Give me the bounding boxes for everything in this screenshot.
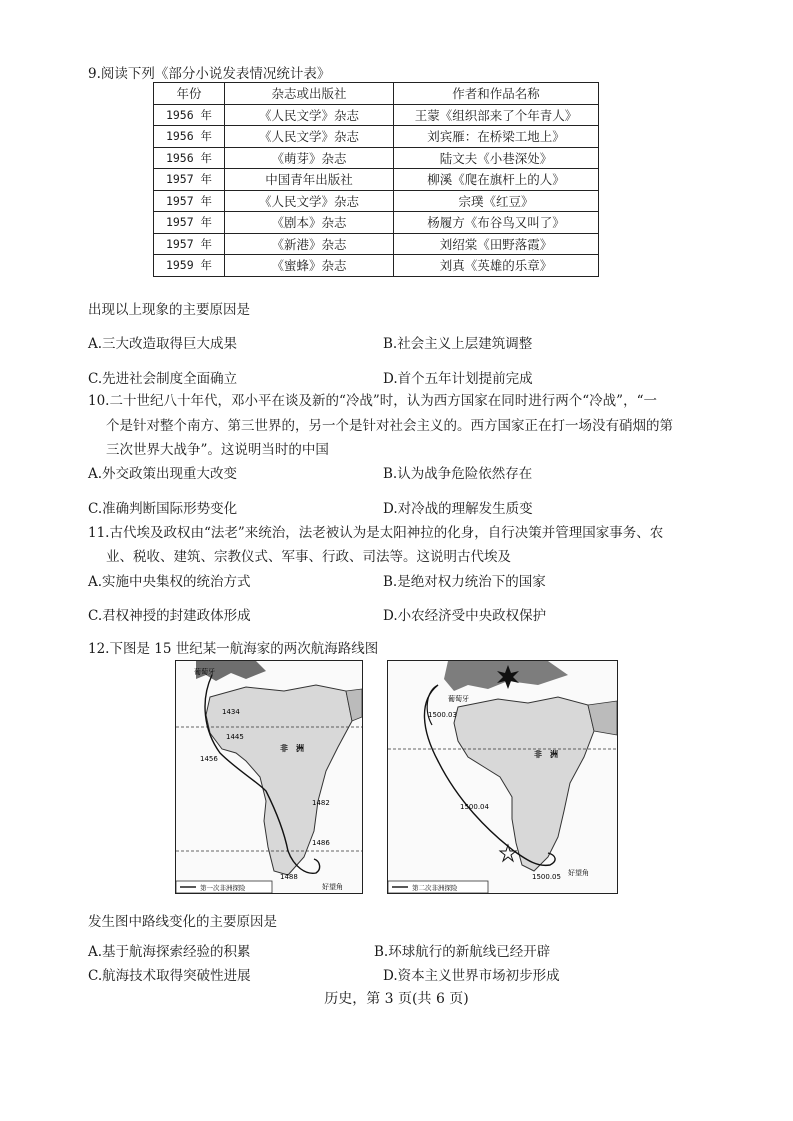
q9-option-c[interactable]: C.先进社会制度全面确立 (88, 371, 238, 387)
first-voyage-map (175, 660, 363, 894)
table-cell-year: 1957 年 (154, 212, 225, 234)
q11-option-b[interactable]: B.是绝对权力统治下的国家 (383, 574, 546, 590)
table-row (154, 104, 599, 126)
table-row (154, 212, 599, 234)
table-cell-work: 刘绍棠《田野落霞》 (394, 233, 599, 255)
table-cell-publisher: 《人民文学》杂志 (225, 190, 394, 212)
table-cell-work: 刘宾雁：在桥梁工地上》 (394, 126, 599, 148)
table-row (154, 233, 599, 255)
table-cell-year: 1957 年 (154, 169, 225, 191)
table-cell-year: 1956 年 (154, 104, 225, 126)
q9-question: 出现以上现象的主要原因是 (88, 302, 250, 318)
table-cell-publisher: 《新港》杂志 (225, 233, 394, 255)
table-cell-publisher: 《剧本》杂志 (225, 212, 394, 234)
table-header: 年份 (154, 83, 225, 105)
table-cell-work: 宗璞《红豆》 (394, 190, 599, 212)
q10-option-c[interactable]: C.准确判断国际形势变化 (88, 501, 238, 517)
table-cell-publisher: 《萌芽》杂志 (225, 147, 394, 169)
map2-label-portugal: 葡萄牙 (448, 695, 469, 703)
map1-label-portugal: 葡萄牙 (194, 668, 215, 676)
table-cell-year: 1957 年 (154, 233, 225, 255)
compass-star-icon (500, 845, 516, 861)
q10-stem-line1: 10.二十世纪八十年代，邓小平在谈及新的“冷战”时，认为西方国家在同时进行两个“冷战”，“一 (88, 393, 657, 409)
map1-label-1445: 1445 (226, 733, 244, 741)
map1-label-1456: 1456 (200, 755, 218, 763)
page-footer: 历史，第 3 页(共 6 页) (324, 991, 469, 1007)
q11-option-d[interactable]: D.小农经济受中央政权保护 (383, 608, 547, 624)
table-row (154, 169, 599, 191)
table-row (154, 190, 599, 212)
q11-option-c[interactable]: C.君权神授的封建政体形成 (88, 608, 251, 624)
q10-option-b[interactable]: B.认为战争危险依然存在 (383, 466, 533, 482)
table-cell-year: 1956 年 (154, 147, 225, 169)
q9-option-b[interactable]: B.社会主义上层建筑调整 (383, 336, 533, 352)
q9-stem: 9.阅读下列《部分小说发表情况统计表》 (88, 66, 331, 82)
map2-label-1500-03: 1500.03 (428, 711, 457, 719)
table-cell-work: 陆文夫《小巷深处》 (394, 147, 599, 169)
table-cell-publisher: 中国青年出版社 (225, 169, 394, 191)
q10-option-d[interactable]: D.对冷战的理解发生质变 (383, 501, 533, 517)
q12-option-d[interactable]: D.资本主义世界市场初步形成 (383, 968, 560, 984)
q11-stem-line2: 业、税收、建筑、宗教仪式、军事、行政、司法等。这说明古代埃及 (106, 549, 511, 565)
table-cell-work: 王蒙《组织部来了个年青人》 (394, 104, 599, 126)
q12-option-c[interactable]: C.航海技术取得突破性进展 (88, 968, 251, 984)
table-cell-publisher: 《人民文学》杂志 (225, 104, 394, 126)
table-cell-work: 刘真《英雄的乐章》 (394, 255, 599, 277)
table-cell-work: 柳溪《爬在旗杆上的人》 (394, 169, 599, 191)
q10-option-a[interactable]: A.外交政策出现重大改变 (88, 466, 238, 482)
q9-option-d[interactable]: D.首个五年计划提前完成 (383, 371, 533, 387)
table-cell-publisher: 《人民文学》杂志 (225, 126, 394, 148)
map2-label-africa: 非 洲 (534, 750, 558, 759)
map1-label-1434: 1434 (222, 708, 240, 716)
second-voyage-map (387, 660, 618, 894)
q11-option-a[interactable]: A.实施中央集权的统治方式 (88, 574, 251, 590)
map1-label-1482: 1482 (312, 799, 330, 807)
table-header: 杂志或出版社 (225, 83, 394, 105)
table-cell-work: 杨履方《布谷鸟又叫了》 (394, 212, 599, 234)
q10-stem-line3: 三次世界大战争”。这说明当时的中国 (106, 442, 329, 458)
table-row (154, 126, 599, 148)
map2-label-1500-04: 1500.04 (460, 803, 489, 811)
table-cell-publisher: 《蜜蜂》杂志 (225, 255, 394, 277)
map1-label-1488: 1488 (280, 873, 298, 881)
q12-stem: 12.下图是 15 世纪某一航海家的两次航海路线图 (88, 641, 379, 657)
q10-stem-line2: 个是针对整个南方、第三世界的，另一个是针对社会主义的。西方国家正在打一场没有硝烟的第 (106, 418, 673, 434)
map2-label-cape: 好望角 (568, 869, 589, 877)
map1-legend: 第一次非洲探险 (200, 884, 246, 892)
table-header-row (154, 83, 599, 105)
table-row (154, 147, 599, 169)
africa-landmass (454, 697, 594, 871)
map1-label-cape: 好望角 (322, 883, 343, 891)
table-row (154, 255, 599, 277)
q9-option-a[interactable]: A.三大改造取得巨大成果 (88, 336, 238, 352)
map2-label-1500-05: 1500.05 (532, 873, 561, 881)
map2-legend: 第二次非洲探险 (412, 884, 458, 892)
novel-stats-table (153, 82, 599, 277)
q12-option-b[interactable]: B.环球航行的新航线已经开辟 (374, 944, 551, 960)
table-cell-year: 1959 年 (154, 255, 225, 277)
table-cell-year: 1957 年 (154, 190, 225, 212)
q11-stem-line1: 11.古代埃及政权由“法老”来统治，法老被认为是太阳神拉的化身，自行决策并管理国家事务、农 (88, 525, 664, 541)
table-header: 作者和作品名称 (394, 83, 599, 105)
q12-option-a[interactable]: A.基于航海探索经验的积累 (88, 944, 251, 960)
table-cell-year: 1956 年 (154, 126, 225, 148)
q12-question: 发生图中路线变化的主要原因是 (88, 914, 277, 930)
map1-label-1486: 1486 (312, 839, 330, 847)
map1-label-africa: 非 洲 (280, 744, 304, 753)
